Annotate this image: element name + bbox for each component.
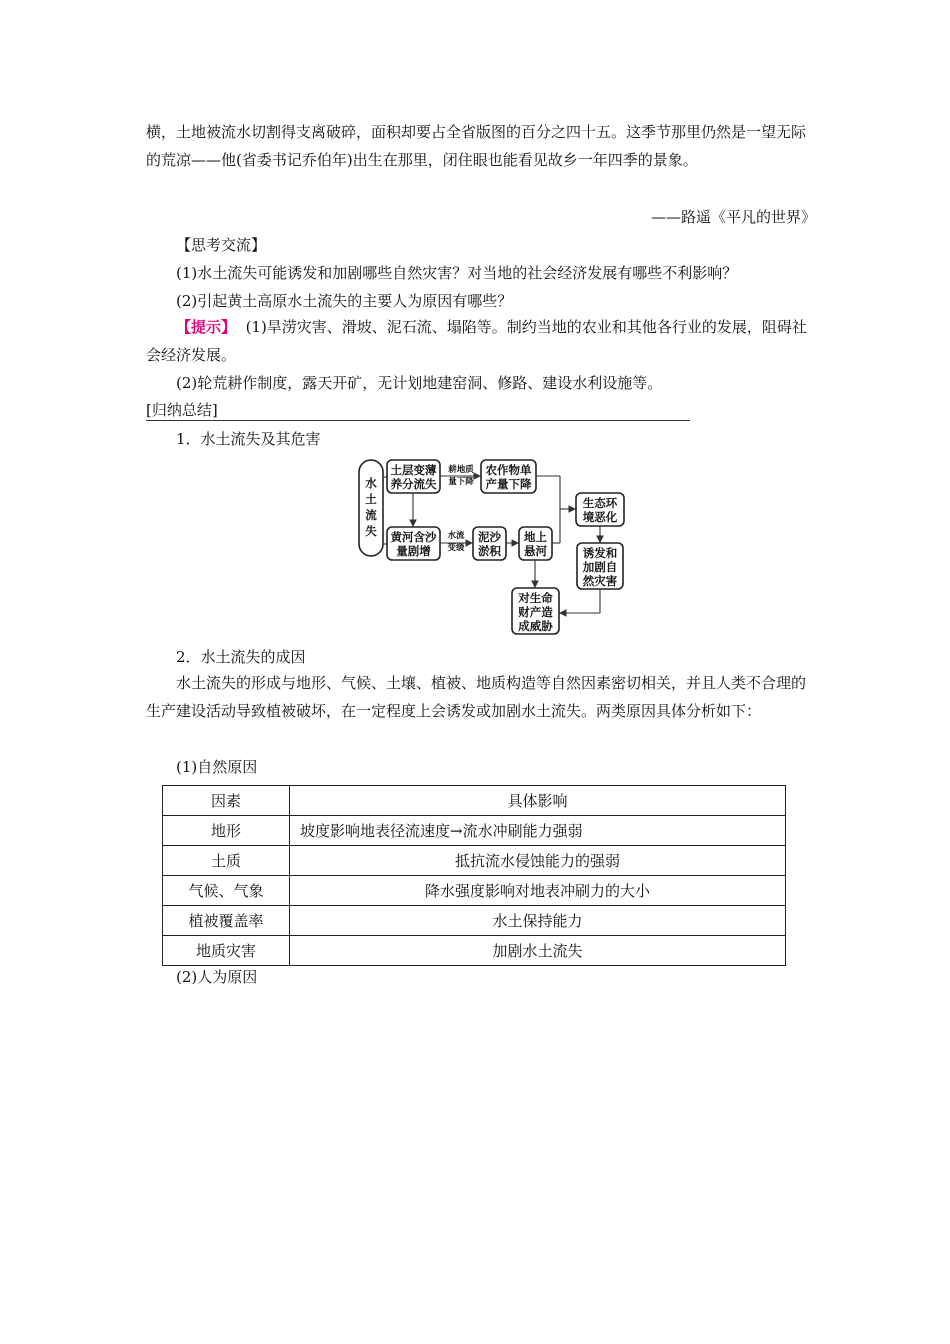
hint-label: 【提示】: [176, 318, 237, 336]
node-natural-disasters-line-3: 然灾害: [582, 574, 618, 588]
node-soil-erosion-char-4: 失: [365, 524, 377, 538]
table-cell-factor: 气候、气象: [163, 876, 290, 906]
section-2-paragraph: 水土流失的形成与地形、气候、土壤、植被、地质构造等自然因素密切相关，并且人类不合理的生产建设活动导致植被破坏，在一定程度上会诱发或加剧水土流失。两类原因具体分析如下：: [146, 674, 807, 720]
link-flow-slowdown-1: 水流: [447, 531, 465, 541]
soil-erosion-flow-diagram: [355, 456, 630, 638]
table-cell-impact: 加剧水土流失: [290, 936, 786, 966]
link-farmland-quality-1: 耕地质: [448, 465, 474, 475]
link-flow-slowdown-2: 变缓: [447, 543, 465, 553]
node-ecology-deterioration-line-1: 生态环: [582, 496, 618, 510]
table-row: [163, 846, 786, 876]
table-cell-factor: 地形: [163, 816, 290, 846]
table-cell-impact: 水土保持能力: [290, 906, 786, 936]
node-topsoil-thinning-line-2: 养分流失: [390, 477, 437, 491]
node-natural-disasters-line-2: 加剧自: [582, 560, 618, 574]
section-2-title: 2．水土流失的成因: [176, 648, 306, 666]
node-threat-life-property-line-3: 成威胁: [518, 619, 553, 633]
node-crop-yield-decline-line-1: 农作物单: [485, 463, 532, 477]
natural-factors-table: [162, 785, 786, 966]
node-yellow-river-sediment-line-2: 量剧增: [396, 544, 431, 558]
table-cell-impact: 抵抗流水侵蚀能力的强弱: [290, 846, 786, 876]
node-threat-life-property-line-2: 财产造: [518, 605, 553, 619]
node-soil-erosion-char-3: 流: [365, 508, 377, 522]
node-yellow-river-sediment-line-1: 黄河含沙: [390, 530, 437, 544]
answer-2: (2)轮荒耕作制度，露天开矿，无计划地建窑洞、修路、建设水利设施等。: [176, 374, 663, 392]
human-causes-title: (2)人为原因: [176, 968, 258, 986]
table-cell-factor: 植被覆盖率: [163, 906, 290, 936]
summary-label: [归纳总结]: [146, 400, 690, 421]
node-natural-disasters-line-1: 诱发和: [582, 546, 618, 560]
table-header-factor: 因素: [163, 786, 290, 816]
table-row: [163, 936, 786, 966]
answer-1: [146, 313, 816, 369]
node-suspended-river-line-2: 悬河: [524, 544, 547, 558]
link-farmland-quality-2: 量下降: [448, 477, 474, 487]
discussion-title: 【思考交流】: [176, 236, 267, 254]
node-ecology-deterioration-line-2: 境恶化: [582, 510, 618, 524]
node-silt-deposit-line-2: 淤积: [478, 544, 501, 558]
answer-1-text: (1)旱涝灾害、滑坡、泥石流、塌陷等。制约当地的农业和其他各行业的发展，阻碍社会经济发展。: [146, 318, 807, 364]
table-cell-impact: 降水强度影响对地表冲刷力的大小: [290, 876, 786, 906]
intro-paragraph: 横，土地被流水切割得支离破碎，面积却要占全省版图的百分之四十五。这季节那里仍然是一望无际的荒凉——他(省委书记乔伯年)出生在那里，闭住眼也能看见故乡一年四季的景象。: [146, 123, 807, 169]
table-cell-factor: 土质: [163, 846, 290, 876]
question-1: (1)水土流失可能诱发和加剧哪些自然灾害？对当地的社会经济发展有哪些不利影响？: [176, 264, 738, 282]
table-row: [163, 906, 786, 936]
section-1-title: 1．水土流失及其危害: [176, 430, 321, 448]
table-row: [163, 816, 786, 846]
node-suspended-river-line-1: 地上: [524, 530, 547, 544]
node-silt-deposit-line-1: 泥沙: [478, 530, 501, 544]
table-row: [163, 876, 786, 906]
table-header-row: [163, 786, 786, 816]
natural-causes-title: (1)自然原因: [176, 758, 258, 776]
node-crop-yield-decline-line-2: 产量下降: [485, 477, 532, 491]
table-cell-factor: 地质灾害: [163, 936, 290, 966]
citation: ——路遥《平凡的世界》: [650, 208, 816, 226]
node-soil-erosion-char-1: 水: [365, 476, 377, 490]
table-cell-impact: 坡度影响地表径流速度→流水冲刷能力强弱: [290, 816, 786, 846]
node-soil-erosion-char-2: 土: [365, 492, 377, 506]
node-topsoil-thinning-line-1: 土层变薄: [390, 463, 437, 477]
node-threat-life-property-line-1: 对生命: [518, 591, 553, 605]
table-header-impact: 具体影响: [290, 786, 786, 816]
question-2: (2)引起黄土高原水土流失的主要人为原因有哪些？: [176, 292, 513, 310]
